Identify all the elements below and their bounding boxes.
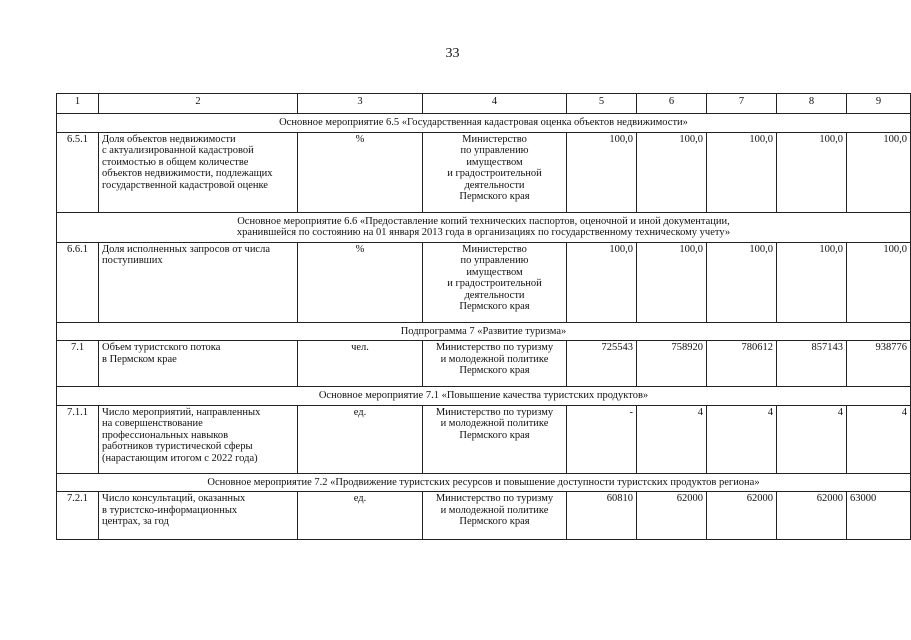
responsible-line: и градостроительной — [447, 168, 542, 179]
page-number: 33 — [445, 46, 460, 61]
value-cell: 780612 — [707, 341, 777, 387]
indicator-name-line: в Пермском крае — [102, 353, 177, 365]
indicator-name — [99, 242, 298, 322]
header-cell: 4 — [423, 94, 567, 114]
unit-cell: ед. — [298, 492, 423, 540]
indicator-name — [99, 132, 298, 212]
responsible-line: Министерство — [462, 243, 527, 255]
indicator-name — [99, 492, 298, 540]
responsible-cell — [423, 492, 567, 540]
responsible-line: деятельности — [464, 179, 525, 191]
indicator-name-line: Доля объектов недвижимости — [102, 133, 236, 145]
section-title-line: Основное мероприятие 6.6 «Предоставление копий технических паспортов, оценочной и иной документации, — [237, 215, 730, 227]
indicator-code: 7.1 — [57, 341, 99, 387]
responsible-line: Пермского края — [459, 365, 530, 376]
indicator-name — [99, 341, 298, 387]
unit-cell: чел. — [298, 341, 423, 387]
responsible-line: Министерство по туризму — [435, 406, 554, 418]
indicator-name-line: Число консультаций, оказанных — [102, 493, 246, 504]
value-cell: 725543 — [567, 341, 637, 387]
section-row — [57, 387, 911, 406]
responsible-line: Пермского края — [459, 516, 530, 527]
section-title-line: Основное мероприятие 7.2 «Продвижение туристских ресурсов и повышение доступности туристских продуктов региона» — [207, 476, 760, 488]
section-title-line: хранившейся по состоянию на 01 января 2013 года в организациях по государственному техническому учету» — [236, 227, 731, 238]
responsible-line: Министерство по туризму — [435, 493, 554, 504]
section-title-line: Основное мероприятие 6.5 «Государственная кадастровая оценка объектов недвижимости» — [279, 117, 688, 128]
responsible-line: и молодежной политике — [440, 504, 549, 516]
indicator-name-line: Число мероприятий, направленных — [102, 406, 261, 418]
unit-cell: ед. — [298, 405, 423, 473]
responsible-line: и молодежной политике — [440, 353, 549, 365]
table-row — [57, 341, 911, 387]
header-cell: 5 — [567, 94, 637, 114]
value-cell: 4 — [777, 405, 847, 473]
indicator-name-line: Объем туристского потока — [102, 342, 221, 353]
value-cell: 100,0 — [637, 132, 707, 212]
indicator-name-line: стоимостью в общем количестве — [102, 156, 249, 168]
value-cell: 100,0 — [707, 242, 777, 322]
responsible-cell — [423, 132, 567, 212]
responsible-line: Пермского края — [459, 191, 530, 202]
section-row — [57, 322, 911, 341]
value-cell: 100,0 — [777, 132, 847, 212]
unit-cell: % — [298, 132, 423, 212]
header-cell: 7 — [707, 94, 777, 114]
value-cell: 4 — [847, 405, 911, 473]
indicator-name-line: центрах, за год — [102, 516, 169, 527]
value-cell: 857143 — [777, 341, 847, 387]
value-cell: 100,0 — [707, 132, 777, 212]
indicator-name-line: на совершенствование — [102, 418, 203, 429]
header-row — [57, 94, 911, 114]
responsible-line: имуществом — [466, 266, 523, 278]
table-row — [57, 405, 911, 473]
responsible-cell — [423, 405, 567, 473]
indicator-name-line: (нарастающим итогом с 2022 года) — [102, 452, 258, 464]
section-title — [57, 114, 911, 133]
header-cell: 9 — [847, 94, 911, 114]
section-title — [57, 387, 911, 406]
value-cell: 100,0 — [567, 242, 637, 322]
header-cell: 8 — [777, 94, 847, 114]
section-title-line: Основное мероприятие 7.1 «Повышение качества туристских продуктов» — [318, 390, 649, 401]
value-cell: 758920 — [637, 341, 707, 387]
responsible-line: имуществом — [466, 156, 523, 168]
indicator-name — [99, 405, 298, 473]
header-cell: 3 — [298, 94, 423, 114]
section-row — [57, 473, 911, 492]
indicator-code: 6.5.1 — [57, 132, 99, 212]
responsible-line: и молодежной политике — [440, 418, 549, 429]
value-cell: 63000 — [847, 492, 911, 540]
header-cell: 6 — [637, 94, 707, 114]
indicator-code: 7.2.1 — [57, 492, 99, 540]
value-cell: 4 — [707, 405, 777, 473]
responsible-cell — [423, 242, 567, 322]
responsible-line: Пермского края — [459, 301, 530, 312]
value-cell: 60810 — [567, 492, 637, 540]
value-cell: 100,0 — [637, 242, 707, 322]
responsible-line: Министерство — [462, 133, 527, 145]
table-row — [57, 132, 911, 212]
value-cell: 62000 — [637, 492, 707, 540]
section-title-line: Подпрограмма 7 «Развитие туризма» — [400, 325, 567, 337]
indicator-name-line: объектов недвижимости, подлежащих — [102, 168, 273, 179]
indicator-name-line: Доля исполненных запросов от числа — [102, 243, 270, 255]
responsible-line: по управлению — [460, 145, 529, 156]
value-cell: - — [567, 405, 637, 473]
value-cell: 100,0 — [847, 242, 911, 322]
responsible-line: деятельности — [464, 289, 525, 301]
value-cell: 62000 — [777, 492, 847, 540]
indicator-name-line: поступивших — [102, 255, 163, 266]
table-row — [57, 492, 911, 540]
section-title — [57, 473, 911, 492]
value-cell: 100,0 — [567, 132, 637, 212]
responsible-line: и градостроительной — [447, 278, 542, 289]
indicator-name-line: работников туристической сферы — [102, 441, 253, 452]
section-row — [57, 212, 911, 242]
value-cell: 100,0 — [847, 132, 911, 212]
header-cell: 1 — [57, 94, 99, 114]
indicators-table — [56, 93, 911, 540]
value-cell: 938776 — [847, 341, 911, 387]
indicator-name-line: с актуализированной кадастровой — [102, 145, 254, 156]
section-title — [57, 322, 911, 341]
responsible-line: по управлению — [460, 255, 529, 266]
value-cell: 62000 — [707, 492, 777, 540]
header-cell: 2 — [99, 94, 298, 114]
indicator-code: 6.6.1 — [57, 242, 99, 322]
indicator-name-line: в туристско-информационных — [102, 504, 238, 516]
responsible-line: Пермского края — [459, 429, 530, 441]
unit-cell: % — [298, 242, 423, 322]
indicator-name-line: государственной кадастровой оценке — [102, 179, 268, 191]
section-title — [57, 212, 911, 242]
indicator-code: 7.1.1 — [57, 405, 99, 473]
value-cell: 100,0 — [777, 242, 847, 322]
table-row — [57, 242, 911, 322]
indicator-name-line: профессиональных навыков — [102, 429, 229, 441]
value-cell: 4 — [637, 405, 707, 473]
responsible-cell — [423, 341, 567, 387]
section-row — [57, 114, 911, 133]
responsible-line: Министерство по туризму — [435, 342, 554, 353]
